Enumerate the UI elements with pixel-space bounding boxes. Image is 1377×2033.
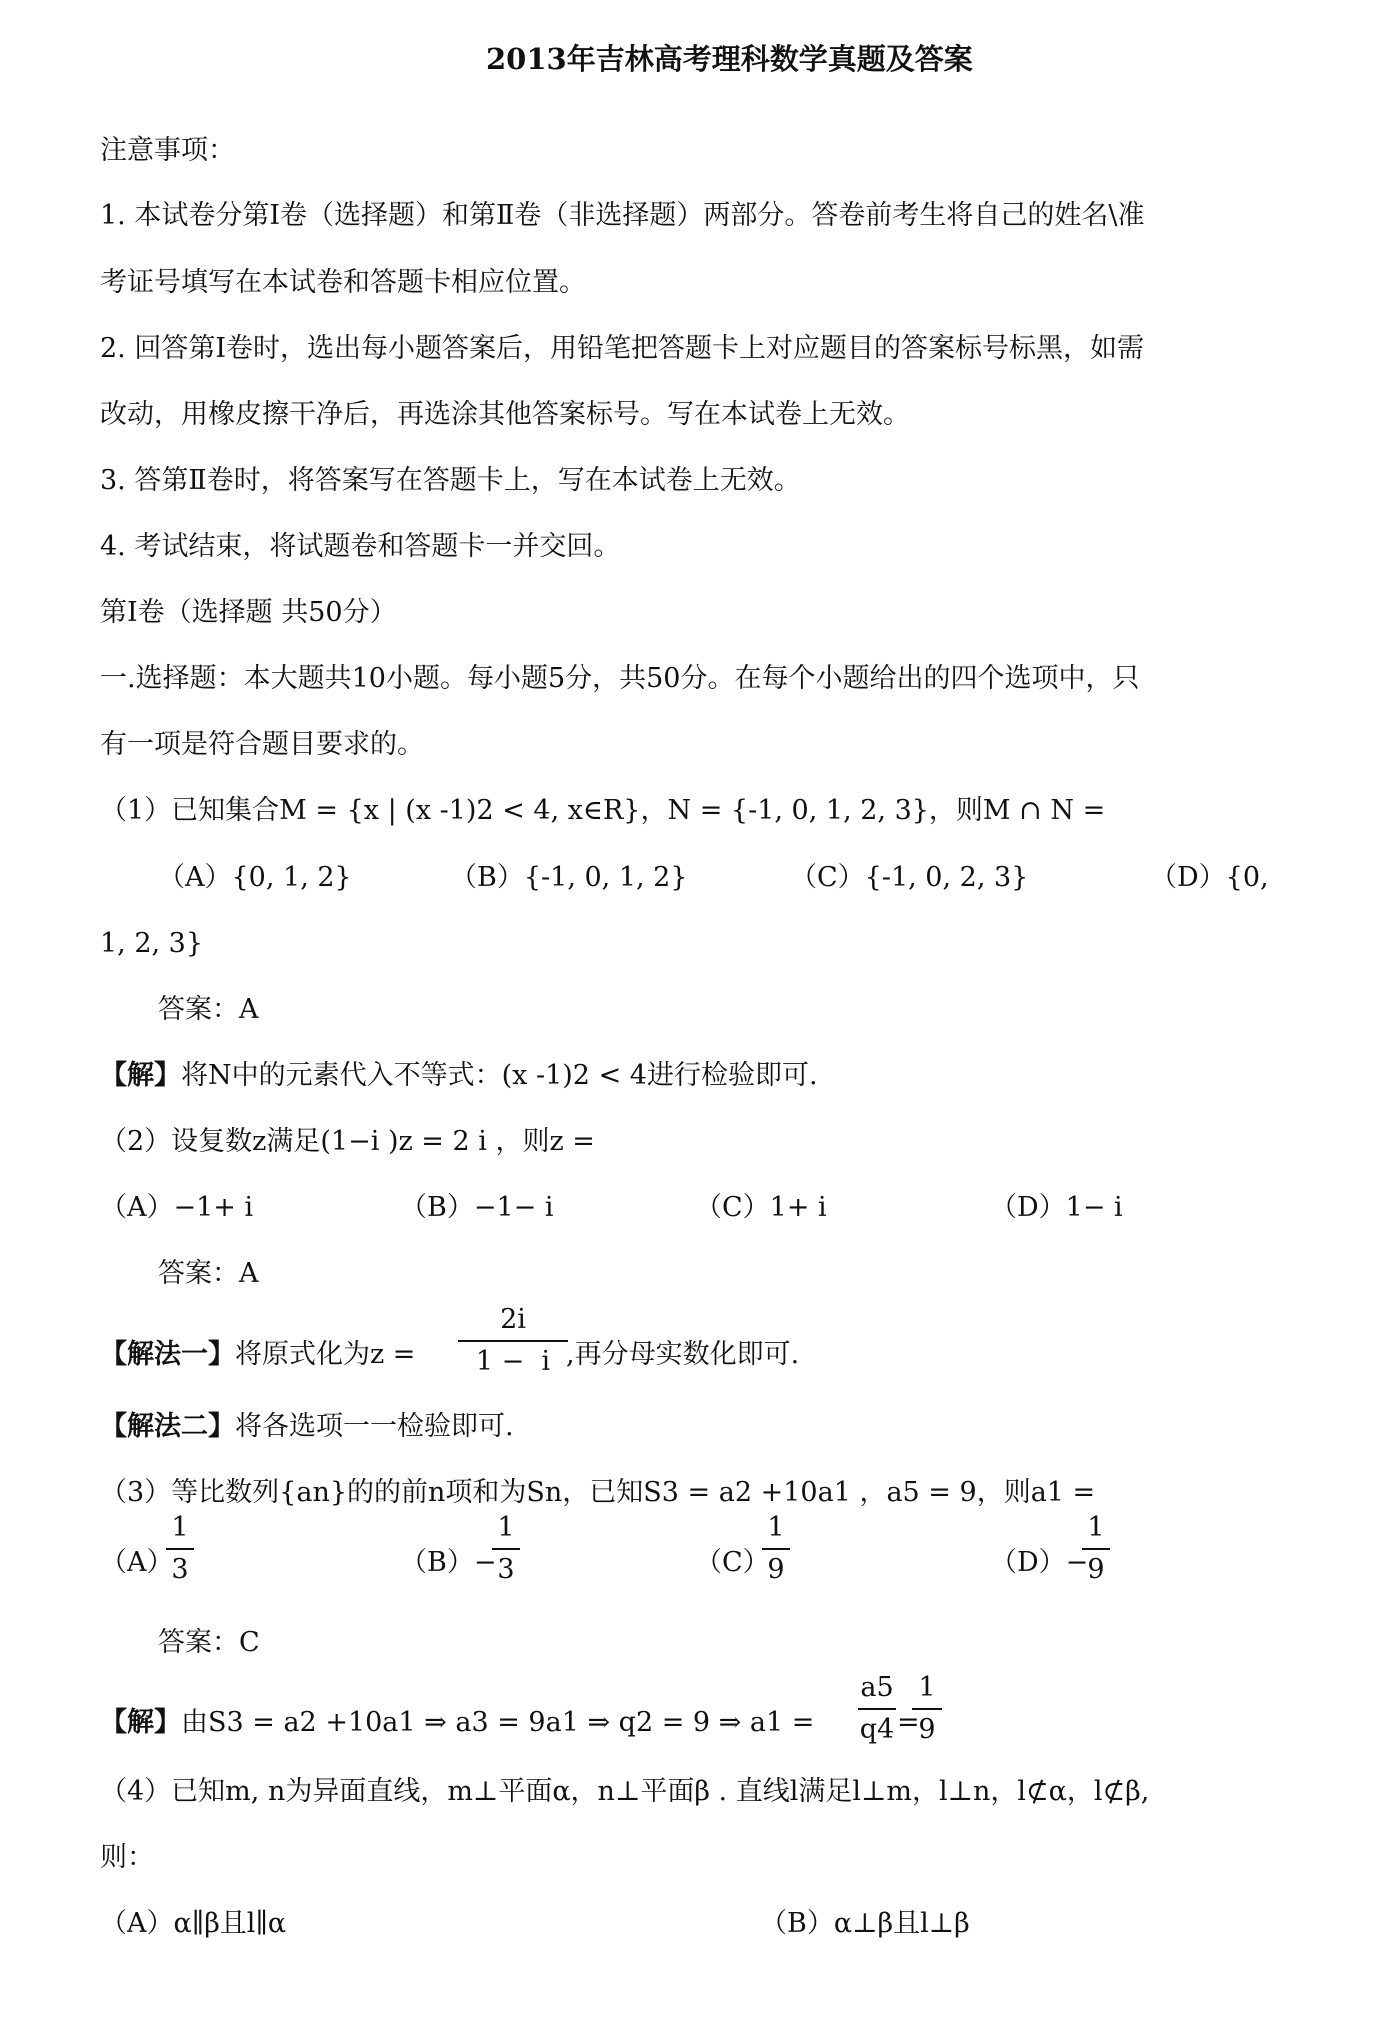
fraction-bar [1082, 1548, 1110, 1550]
q1-solution [100, 1059, 818, 1093]
q3-option-b-label: （B）− [400, 1547, 497, 1578]
q2-solution-1 [100, 1338, 415, 1372]
q1-option-d-continued: 1, 2, 3} [100, 928, 204, 959]
q1-option-a: （A）{0, 1, 2} [158, 862, 352, 893]
q3-option-c-fraction [762, 1511, 790, 1587]
q1-solution-label: 【解】 [100, 1060, 181, 1091]
q3-option-b-numerator: 1 [497, 1512, 515, 1543]
fraction-bar [912, 1708, 942, 1710]
fraction-bar [492, 1548, 520, 1550]
notice-item-2-line-2: 改动，用橡皮擦干净后，再选涂其他答案标号。写在本试卷上无效。 [100, 399, 910, 430]
q1-option-c: （C）{-1, 0, 2, 3} [790, 862, 1029, 893]
q3-solution-fraction-2 [912, 1671, 942, 1747]
page-title: 2013年吉林高考理科数学真题及答案 [486, 42, 973, 76]
notice-item-1-line-2: 考证号填写在本试卷和答题卡相应位置。 [100, 267, 586, 298]
q3-option-a-fraction [166, 1511, 194, 1587]
section-heading: 第Ⅰ卷（选择题 共50分） [100, 597, 397, 628]
q2-solution-2-text: 将各选项一一检验即可. [235, 1411, 514, 1442]
fraction-bar [858, 1708, 896, 1710]
q3-solution-fraction-1-denominator: q4 [859, 1714, 895, 1745]
q4-stem-continued: 则： [100, 1842, 154, 1873]
q4-stem: （4）已知m, n为异面直线，m⊥平面α，n⊥平面β . 直线l满足l⊥m，l⊥n，l⊄α，l⊄β, [100, 1776, 1150, 1807]
fraction-bar [762, 1548, 790, 1550]
q1-solution-text: 将N中的元素代入不等式：(x -1)2 < 4进行检验即可. [181, 1060, 818, 1091]
q3-answer: 答案：C [158, 1627, 260, 1658]
notice-item-4: 4. 考试结束，将试题卷和答题卡一并交回。 [100, 531, 621, 562]
q1-answer: 答案：A [158, 994, 259, 1025]
q2-fraction-denominator: 1 − i [475, 1346, 551, 1377]
q3-option-d-denominator: 9 [1087, 1554, 1105, 1585]
q3-solution-label: 【解】 [100, 1707, 181, 1738]
q1-stem: （1）已知集合M = {x | (x -1)2 < 4, x∈R}，N = {-1, 0, 1, 2, 3}，则M ∩ N = [100, 795, 1106, 826]
q3-option-c-denominator: 9 [767, 1554, 785, 1585]
q2-solution-1-fraction [458, 1303, 568, 1379]
q2-solution-1-pre: 将原式化为z = [235, 1339, 416, 1370]
q2-option-a: （A）−1+ i [100, 1192, 254, 1223]
q3-option-c-numerator: 1 [767, 1512, 785, 1543]
q2-solution-2-label: 【解法二】 [100, 1411, 235, 1442]
q2-option-b: （B）−1− i [400, 1192, 554, 1223]
q3-option-c-label: （C） [695, 1547, 770, 1578]
q4-option-a: （A）α∥β且l∥α [100, 1908, 287, 1939]
q4-option-b: （B）α⊥β且l⊥β [760, 1908, 970, 1939]
q3-solution-text: 由S3 = a2 +10a1 ⇒ a3 = 9a1 ⇒ q2 = 9 ⇒ a1 = [181, 1707, 815, 1738]
q3-option-a-numerator: 1 [171, 1512, 189, 1543]
fraction-bar [166, 1548, 194, 1550]
q1-option-b: （B）{-1, 0, 1, 2} [450, 862, 688, 893]
q3-solution-fraction-2-numerator: 1 [918, 1672, 936, 1703]
fraction-bar [458, 1340, 568, 1342]
q2-fraction-numerator: 2i [500, 1304, 526, 1335]
q2-solution-2 [100, 1410, 514, 1444]
q3-option-d-fraction [1082, 1511, 1110, 1587]
q3-stem: （3）等比数列{an}的的前n项和为Sn，已知S3 = a2 +10a1 ，a5 = 9，则a1 = [100, 1477, 1096, 1508]
q3-option-b-denominator: 3 [497, 1554, 515, 1585]
section-intro-line-1: 一.选择题：本大题共10小题。每小题5分，共50分。在每个小题给出的四个选项中，只 [100, 663, 1140, 694]
q3-solution-fraction-1-numerator: a5 [860, 1672, 894, 1703]
notice-item-2-line-1: 2. 回答第Ⅰ卷时，选出每小题答案后，用铅笔把答题卡上对应题目的答案标号标黑，如需 [100, 333, 1145, 364]
notice-item-1-line-1: 1. 本试卷分第Ⅰ卷（选择题）和第Ⅱ卷（非选择题）两部分。答卷前考生将自己的姓名\准 [100, 200, 1145, 231]
q3-solution-equals: = [897, 1707, 920, 1738]
q2-option-d: （D）1− i [990, 1192, 1123, 1223]
q3-option-d-label: （D）− [990, 1547, 1089, 1578]
q2-stem: （2）设复数z满足(1−i )z = 2 i ，则z = [100, 1126, 595, 1157]
notice-heading: 注意事项： [100, 135, 235, 166]
notice-item-3: 3. 答第Ⅱ卷时，将答案写在答题卡上，写在本试卷上无效。 [100, 465, 801, 496]
q2-answer: 答案：A [158, 1258, 259, 1289]
q3-option-b-fraction [492, 1511, 520, 1587]
q1-option-d: （D）{0, [1150, 862, 1269, 893]
q2-option-c: （C）1+ i [695, 1192, 827, 1223]
q3-option-d-numerator: 1 [1087, 1512, 1105, 1543]
q3-option-a-denominator: 3 [171, 1554, 189, 1585]
q2-solution-1-label: 【解法一】 [100, 1339, 235, 1370]
q3-solution-fraction-2-denominator: 9 [918, 1714, 936, 1745]
q3-solution-fraction-1 [858, 1671, 896, 1747]
q3-option-a-label: （A） [100, 1547, 174, 1578]
q3-solution [100, 1706, 814, 1740]
section-intro-line-2: 有一项是符合题目要求的。 [100, 729, 424, 760]
q2-solution-1-post: ,再分母实数化即可. [566, 1339, 800, 1370]
